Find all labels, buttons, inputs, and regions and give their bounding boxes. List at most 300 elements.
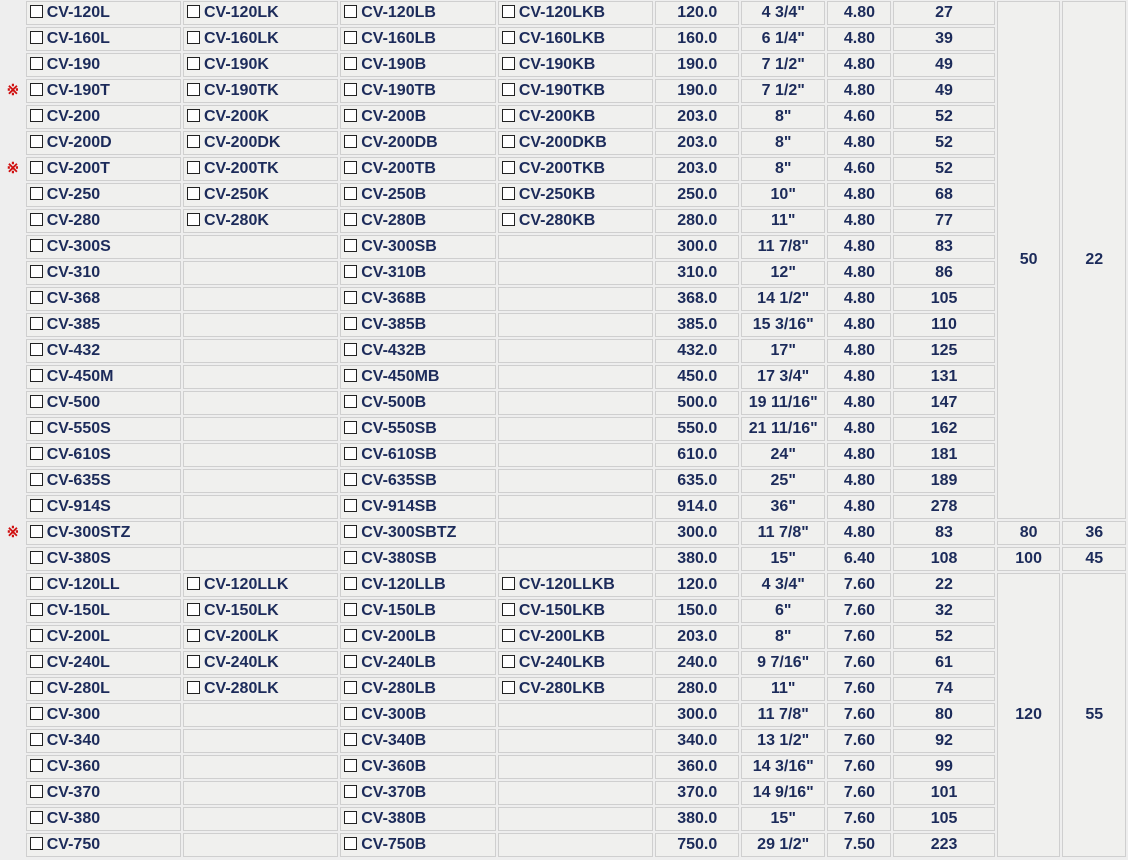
count-cell: 86 — [893, 261, 994, 285]
checkbox[interactable] — [502, 135, 515, 148]
model-cell — [26, 443, 181, 467]
model-name: CV-240LB — [361, 654, 436, 671]
checkbox[interactable] — [187, 31, 200, 44]
checkbox[interactable] — [344, 213, 357, 226]
model-cell — [498, 209, 654, 233]
value-cell: 7.60 — [827, 651, 891, 675]
model-name: CV-250K — [203, 186, 269, 203]
row-marker-cell — [2, 157, 24, 181]
count-cell: 68 — [893, 183, 994, 207]
model-cell — [498, 391, 654, 415]
model-cell — [183, 365, 338, 389]
model-cell — [183, 443, 338, 467]
row-marker-cell — [2, 625, 24, 649]
model-name: CV-150LK — [203, 602, 279, 619]
size-mm: 160.0 — [655, 27, 739, 51]
model-cell — [183, 79, 338, 103]
checkbox[interactable] — [344, 785, 357, 798]
model-cell — [26, 365, 181, 389]
model-cell — [498, 677, 654, 701]
row-marker-cell — [2, 469, 24, 493]
model-cell — [340, 365, 496, 389]
model-cell — [340, 833, 496, 857]
size-mm: 610.0 — [655, 443, 739, 467]
model-cell — [26, 183, 181, 207]
row-marker-cell — [2, 573, 24, 597]
model-name: CV-450M — [46, 368, 114, 385]
table-row — [2, 573, 1126, 597]
table-row — [2, 651, 1126, 675]
count-cell: 131 — [893, 365, 994, 389]
checkbox[interactable] — [502, 655, 515, 668]
model-cell — [26, 131, 181, 155]
checkbox[interactable] — [30, 239, 43, 252]
model-cell — [340, 573, 496, 597]
model-cell — [26, 53, 181, 77]
value-cell: 7.60 — [827, 625, 891, 649]
model-cell — [340, 157, 496, 181]
count-cell: 162 — [893, 417, 994, 441]
model-name: CV-190T — [46, 82, 110, 99]
value-cell: 4.80 — [827, 79, 891, 103]
model-cell — [498, 131, 654, 155]
size-inch: 11" — [741, 209, 826, 233]
size-inch: 4 3/4" — [741, 1, 826, 25]
checkbox[interactable] — [30, 421, 43, 434]
checkbox[interactable] — [187, 109, 200, 122]
count-cell: 181 — [893, 443, 994, 467]
model-cell — [340, 261, 496, 285]
checkbox[interactable] — [187, 57, 200, 70]
table-row — [2, 625, 1126, 649]
table-row — [2, 495, 1126, 519]
model-cell — [183, 287, 338, 311]
row-marker-cell — [2, 235, 24, 259]
size-mm: 385.0 — [655, 313, 739, 337]
checkbox[interactable] — [30, 395, 43, 408]
checkbox[interactable] — [187, 681, 200, 694]
model-cell — [26, 209, 181, 233]
checkbox[interactable] — [344, 395, 357, 408]
checkbox[interactable] — [187, 603, 200, 616]
size-mm: 190.0 — [655, 79, 739, 103]
value-cell: 7.60 — [827, 599, 891, 623]
checkbox[interactable] — [344, 265, 357, 278]
model-cell — [498, 651, 654, 675]
size-inch: 17 3/4" — [741, 365, 826, 389]
model-cell — [183, 339, 338, 363]
checkbox[interactable] — [30, 603, 43, 616]
model-name: CV-380B — [361, 810, 427, 827]
model-cell — [498, 833, 654, 857]
count-cell: 105 — [893, 287, 994, 311]
row-marker-cell — [2, 27, 24, 51]
model-name: CV-340B — [361, 732, 427, 749]
model-cell — [498, 495, 654, 519]
checkbox[interactable] — [344, 681, 357, 694]
row-marker-cell — [2, 365, 24, 389]
checkbox[interactable] — [30, 811, 43, 824]
size-inch: 13 1/2" — [741, 729, 826, 753]
value-cell: 4.80 — [827, 391, 891, 415]
checkbox[interactable] — [30, 31, 43, 44]
count-cell: 74 — [893, 677, 994, 701]
count-cell: 189 — [893, 469, 994, 493]
table-row — [2, 781, 1126, 805]
checkbox[interactable] — [187, 213, 200, 226]
asterisk-mark-icon: ※ — [6, 524, 20, 541]
count-cell: 278 — [893, 495, 994, 519]
checkbox[interactable] — [502, 681, 515, 694]
value-cell: 4.60 — [827, 105, 891, 129]
value-cell: 6.40 — [827, 547, 891, 571]
model-cell — [26, 807, 181, 831]
checkbox[interactable] — [502, 83, 515, 96]
row-marker-cell — [2, 391, 24, 415]
checkbox[interactable] — [187, 161, 200, 174]
model-name: CV-370 — [46, 784, 101, 801]
model-cell — [498, 417, 654, 441]
checkbox[interactable] — [344, 5, 357, 18]
size-mm: 368.0 — [655, 287, 739, 311]
checkbox[interactable] — [344, 239, 357, 252]
size-mm: 550.0 — [655, 417, 739, 441]
model-name: CV-200LKB — [518, 628, 606, 645]
size-inch: 6 1/4" — [741, 27, 826, 51]
model-cell — [498, 27, 654, 51]
checkbox[interactable] — [344, 369, 357, 382]
row-marker-cell — [2, 1, 24, 25]
row-marker-cell — [2, 287, 24, 311]
checkbox[interactable] — [502, 109, 515, 122]
checkbox[interactable] — [344, 837, 357, 850]
checkbox[interactable] — [344, 473, 357, 486]
model-cell — [26, 521, 181, 545]
model-cell — [498, 547, 654, 571]
size-inch: 8" — [741, 131, 826, 155]
model-name: CV-190TB — [361, 82, 436, 99]
checkbox[interactable] — [344, 603, 357, 616]
size-mm: 280.0 — [655, 209, 739, 233]
checkbox[interactable] — [30, 525, 43, 538]
model-name: CV-200K — [203, 108, 269, 125]
model-cell — [498, 807, 654, 831]
count-cell: 223 — [893, 833, 994, 857]
row-marker-cell — [2, 313, 24, 337]
checkbox[interactable] — [30, 187, 43, 200]
checkbox[interactable] — [30, 213, 43, 226]
size-mm: 150.0 — [655, 599, 739, 623]
checkbox[interactable] — [344, 759, 357, 772]
checkbox[interactable] — [344, 343, 357, 356]
table-row — [2, 469, 1126, 493]
checkbox[interactable] — [502, 5, 515, 18]
table-row — [2, 417, 1126, 441]
checkbox[interactable] — [30, 265, 43, 278]
checkbox[interactable] — [344, 655, 357, 668]
checkbox[interactable] — [30, 681, 43, 694]
checkbox[interactable] — [344, 31, 357, 44]
size-mm: 300.0 — [655, 703, 739, 727]
checkbox[interactable] — [30, 109, 43, 122]
checkbox[interactable] — [187, 187, 200, 200]
model-cell — [26, 313, 181, 337]
count-cell: 49 — [893, 53, 994, 77]
size-inch: 15 3/16" — [741, 313, 826, 337]
model-cell — [498, 781, 654, 805]
size-inch: 8" — [741, 625, 826, 649]
model-name: CV-340 — [46, 732, 101, 749]
table-row — [2, 183, 1126, 207]
value-cell: 7.60 — [827, 703, 891, 727]
model-cell — [183, 547, 338, 571]
checkbox[interactable] — [502, 161, 515, 174]
size-inch: 11" — [741, 677, 826, 701]
checkbox[interactable] — [187, 83, 200, 96]
model-cell — [183, 209, 338, 233]
row-marker-cell — [2, 443, 24, 467]
checkbox[interactable] — [344, 499, 357, 512]
model-cell — [26, 79, 181, 103]
size-inch: 36" — [741, 495, 826, 519]
checkbox[interactable] — [187, 5, 200, 18]
size-inch: 7 1/2" — [741, 79, 826, 103]
table-row — [2, 365, 1126, 389]
checkbox[interactable] — [502, 629, 515, 642]
checkbox[interactable] — [344, 525, 357, 538]
checkbox[interactable] — [344, 577, 357, 590]
count-cell: 83 — [893, 235, 994, 259]
table-row — [2, 599, 1126, 623]
value-cell: 4.80 — [827, 365, 891, 389]
model-name: CV-280L — [46, 680, 110, 697]
checkbox[interactable] — [30, 343, 43, 356]
checkbox[interactable] — [187, 655, 200, 668]
table-row — [2, 729, 1126, 753]
model-cell — [183, 157, 338, 181]
model-name: CV-750B — [361, 836, 427, 853]
model-cell — [26, 573, 181, 597]
model-cell — [340, 625, 496, 649]
checkbox[interactable] — [344, 629, 357, 642]
size-mm: 203.0 — [655, 625, 739, 649]
group-value-a: 120 — [997, 573, 1061, 857]
row-marker-cell — [2, 521, 24, 545]
checkbox[interactable] — [344, 83, 357, 96]
model-cell — [183, 261, 338, 285]
checkbox[interactable] — [30, 135, 43, 148]
table-row — [2, 287, 1126, 311]
value-cell: 4.80 — [827, 53, 891, 77]
checkbox[interactable] — [30, 161, 43, 174]
checkbox[interactable] — [30, 5, 43, 18]
size-mm: 120.0 — [655, 573, 739, 597]
checkbox[interactable] — [344, 187, 357, 200]
size-inch: 25" — [741, 469, 826, 493]
checkbox[interactable] — [344, 135, 357, 148]
model-name: CV-200LB — [361, 628, 436, 645]
value-cell: 4.80 — [827, 27, 891, 51]
model-cell — [498, 443, 654, 467]
size-inch: 4 3/4" — [741, 573, 826, 597]
checkbox[interactable] — [187, 577, 200, 590]
model-cell — [183, 677, 338, 701]
checkbox[interactable] — [30, 57, 43, 70]
model-cell — [498, 469, 654, 493]
checkbox[interactable] — [344, 109, 357, 122]
model-cell — [183, 131, 338, 155]
model-name: CV-360 — [46, 758, 101, 775]
checkbox[interactable] — [30, 291, 43, 304]
checkbox[interactable] — [30, 759, 43, 772]
checkbox[interactable] — [344, 291, 357, 304]
model-cell — [498, 729, 654, 753]
model-name: CV-190TK — [203, 82, 279, 99]
model-cell — [340, 287, 496, 311]
product-table-body — [2, 1, 1126, 857]
model-name: CV-300B — [361, 706, 427, 723]
model-name: CV-150L — [46, 602, 110, 619]
table-row — [2, 443, 1126, 467]
checkbox[interactable] — [344, 551, 357, 564]
checkbox[interactable] — [502, 187, 515, 200]
checkbox[interactable] — [502, 213, 515, 226]
checkbox[interactable] — [502, 577, 515, 590]
size-mm: 360.0 — [655, 755, 739, 779]
group-value-a: 100 — [997, 547, 1061, 571]
table-row — [2, 157, 1126, 181]
size-inch: 7 1/2" — [741, 53, 826, 77]
model-name: CV-450MB — [361, 368, 440, 385]
checkbox[interactable] — [30, 837, 43, 850]
size-inch: 17" — [741, 339, 826, 363]
size-mm: 370.0 — [655, 781, 739, 805]
model-cell — [183, 651, 338, 675]
model-cell — [26, 261, 181, 285]
value-cell: 7.60 — [827, 677, 891, 701]
table-row — [2, 209, 1126, 233]
row-marker-cell — [2, 807, 24, 831]
checkbox[interactable] — [30, 369, 43, 382]
checkbox[interactable] — [502, 603, 515, 616]
checkbox[interactable] — [30, 551, 43, 564]
model-cell — [340, 209, 496, 233]
count-cell: 92 — [893, 729, 994, 753]
model-cell — [340, 495, 496, 519]
checkbox[interactable] — [344, 57, 357, 70]
row-marker-cell — [2, 651, 24, 675]
checkbox[interactable] — [344, 317, 357, 330]
count-cell: 52 — [893, 105, 994, 129]
checkbox[interactable] — [344, 811, 357, 824]
table-row — [2, 235, 1126, 259]
row-marker-cell — [2, 833, 24, 857]
table-row — [2, 53, 1126, 77]
checkbox[interactable] — [344, 707, 357, 720]
model-cell — [183, 833, 338, 857]
checkbox[interactable] — [502, 31, 515, 44]
model-name: CV-120LLB — [361, 576, 446, 593]
checkbox[interactable] — [30, 447, 43, 460]
count-cell: 110 — [893, 313, 994, 337]
size-inch: 8" — [741, 157, 826, 181]
checkbox[interactable] — [30, 733, 43, 746]
checkbox[interactable] — [187, 135, 200, 148]
model-cell — [340, 703, 496, 727]
model-name: CV-385 — [46, 316, 101, 333]
row-marker-cell — [2, 209, 24, 233]
model-name: CV-200DB — [361, 134, 438, 151]
model-name: CV-160LB — [361, 30, 436, 47]
checkbox[interactable] — [344, 447, 357, 460]
size-mm: 750.0 — [655, 833, 739, 857]
model-cell — [340, 1, 496, 25]
checkbox[interactable] — [187, 629, 200, 642]
checkbox[interactable] — [30, 499, 43, 512]
model-cell — [183, 495, 338, 519]
table-row — [2, 79, 1126, 103]
model-name: CV-280LK — [203, 680, 279, 697]
checkbox[interactable] — [344, 421, 357, 434]
model-name: CV-635S — [46, 472, 111, 489]
model-cell — [340, 391, 496, 415]
model-name: CV-250 — [46, 186, 101, 203]
checkbox[interactable] — [344, 161, 357, 174]
size-mm: 203.0 — [655, 105, 739, 129]
size-inch: 19 11/16" — [741, 391, 826, 415]
value-cell: 7.60 — [827, 807, 891, 831]
model-cell — [183, 599, 338, 623]
model-name: CV-385B — [361, 316, 427, 333]
checkbox[interactable] — [30, 655, 43, 668]
model-name: CV-190K — [203, 56, 269, 73]
checkbox[interactable] — [30, 577, 43, 590]
model-name: CV-160LK — [203, 30, 279, 47]
model-cell — [340, 651, 496, 675]
model-cell — [498, 573, 654, 597]
table-row — [2, 833, 1126, 857]
table-row — [2, 27, 1126, 51]
model-cell — [498, 79, 654, 103]
checkbox[interactable] — [30, 473, 43, 486]
count-cell: 83 — [893, 521, 994, 545]
checkbox[interactable] — [30, 317, 43, 330]
value-cell: 4.80 — [827, 261, 891, 285]
size-mm: 250.0 — [655, 183, 739, 207]
model-name: CV-200B — [361, 108, 427, 125]
model-cell — [498, 625, 654, 649]
checkbox[interactable] — [30, 707, 43, 720]
checkbox[interactable] — [30, 785, 43, 798]
value-cell: 7.50 — [827, 833, 891, 857]
model-name: CV-250KB — [518, 186, 596, 203]
checkbox[interactable] — [344, 733, 357, 746]
model-name: CV-368 — [46, 290, 101, 307]
model-cell — [183, 235, 338, 259]
count-cell: 108 — [893, 547, 994, 571]
group-value-b: 22 — [1062, 1, 1126, 519]
checkbox[interactable] — [30, 83, 43, 96]
size-inch: 9 7/16" — [741, 651, 826, 675]
model-cell — [340, 781, 496, 805]
model-name: CV-370B — [361, 784, 427, 801]
size-inch: 14 3/16" — [741, 755, 826, 779]
table-row — [2, 339, 1126, 363]
size-mm: 635.0 — [655, 469, 739, 493]
checkbox[interactable] — [30, 629, 43, 642]
checkbox[interactable] — [502, 57, 515, 70]
model-cell — [340, 755, 496, 779]
